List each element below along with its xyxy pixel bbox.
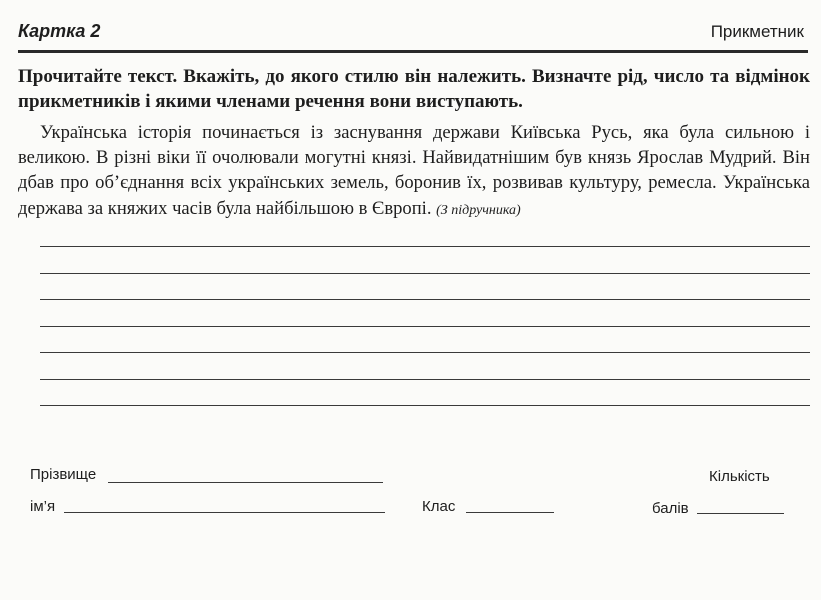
class-field[interactable] — [466, 512, 554, 513]
points-field[interactable] — [697, 513, 784, 514]
answer-area — [40, 246, 810, 432]
class-label: Клас — [422, 498, 456, 515]
answer-line[interactable] — [40, 379, 810, 380]
name-field[interactable] — [64, 512, 385, 513]
answer-line[interactable] — [40, 246, 810, 247]
task-instruction: Прочитайте текст. Вкажіть, до якого стилю він належить. Визначте рід, число та відмінок прикметників і якими членами речення вони виступають. — [18, 66, 810, 112]
answer-line[interactable] — [40, 299, 810, 300]
passage-text: Українська історія починається із заснування держави Київська Русь, яка була сильною і великою. В різні віки її очолювали могутні князі. Найвидатнішим був князь Ярослав Мудрий. Він дбав про об’єднання всіх українських земель, боронив їх, розвивав культуру, ремесла. Українська держава за княжих часів була найбільшою в Європі. — [18, 122, 810, 219]
card-title: Картка 2 — [18, 21, 101, 41]
topic-label: Прикметник — [710, 22, 804, 41]
card-header — [18, 18, 808, 53]
reading-passage — [18, 120, 810, 223]
answer-line[interactable] — [40, 326, 810, 327]
surname-label: Прізвище — [30, 466, 97, 483]
points-label-line1: Кількість — [709, 468, 770, 485]
answer-line[interactable] — [40, 273, 810, 274]
answer-line[interactable] — [40, 352, 810, 353]
passage-source: (З підручника) — [436, 202, 521, 218]
answer-line[interactable] — [40, 405, 810, 406]
name-label: ім’я — [30, 498, 56, 515]
surname-field[interactable] — [108, 482, 383, 483]
points-label-line2: балів — [652, 500, 689, 517]
